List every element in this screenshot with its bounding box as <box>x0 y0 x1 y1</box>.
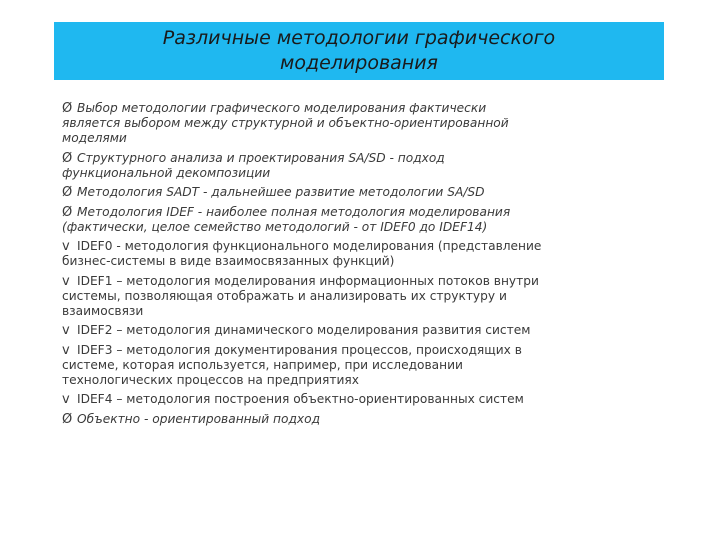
list-item-text: Структурного анализа и проектирования SA/SD - подход <box>77 150 445 165</box>
list-item-text: Объектно - ориентированный подход <box>77 411 320 426</box>
list-item-text: IDEF4 – методология построения объектно-ориентированных систем <box>77 392 524 406</box>
list-item-text: Методология SADT - дальнейшее развитие методологии SA/SD <box>77 185 485 199</box>
diamond-bullet-icon: v <box>62 273 70 289</box>
list-item <box>62 392 662 412</box>
title-banner <box>54 22 664 80</box>
list-item <box>62 151 662 186</box>
list-item <box>62 274 662 324</box>
list-item-text: моделями <box>62 131 127 145</box>
list-item <box>62 101 662 151</box>
arrow-bullet-icon: Ø <box>62 204 73 220</box>
arrow-bullet-icon: Ø <box>62 101 73 116</box>
list-item-text: бизнес-системы в виде взаимосвязанных функций) <box>62 254 395 268</box>
slide-title-line-1: Различные методологии графического <box>162 27 556 49</box>
list-item-text: взаимосвязи <box>62 303 144 318</box>
diamond-bullet-icon: v <box>62 392 70 407</box>
list-item-text: технологических процессов на предприятиях <box>62 372 359 387</box>
list-item <box>62 323 662 343</box>
arrow-bullet-icon: Ø <box>62 185 73 200</box>
list-item-text: (фактически, целое семейство методологий - от IDEF0 до IDEF14) <box>62 219 488 234</box>
list-item-text: функциональной декомпозиции <box>62 165 271 180</box>
list-item <box>62 205 662 240</box>
diamond-bullet-icon: v <box>62 323 70 338</box>
list-item-text: является выбором между структурной и объектно-ориентированной <box>62 116 509 130</box>
list-item <box>62 185 662 205</box>
slide-title-line-2: моделирования <box>279 52 438 74</box>
list-item <box>62 412 662 432</box>
list-item-text: IDEF3 – методология документирования процессов, происходящих в <box>77 342 522 357</box>
diamond-bullet-icon: v <box>62 342 70 358</box>
list-item-text: IDEF0 - методология функционального моделирования (представление <box>77 239 542 253</box>
list-item-text: IDEF1 – методология моделирования информационных потоков внутри <box>77 273 539 288</box>
list-item-text: системы, позволяющая отображать и анализировать их структуру и <box>62 288 507 303</box>
list-item-text: IDEF2 – методология динамического моделирования развития систем <box>77 323 531 337</box>
diamond-bullet-icon: v <box>62 239 70 254</box>
list-item <box>62 239 662 274</box>
list-item-text: Методология IDEF - наиболее полная методология моделирования <box>77 204 511 219</box>
list-item-text: системе, которая используется, например, при исследовании <box>62 357 463 372</box>
list-item-text: Выбор методологии графического моделирования фактически <box>77 101 487 115</box>
arrow-bullet-icon: Ø <box>62 411 73 427</box>
arrow-bullet-icon: Ø <box>62 150 73 166</box>
bullet-list <box>62 101 662 431</box>
list-item <box>62 343 662 393</box>
